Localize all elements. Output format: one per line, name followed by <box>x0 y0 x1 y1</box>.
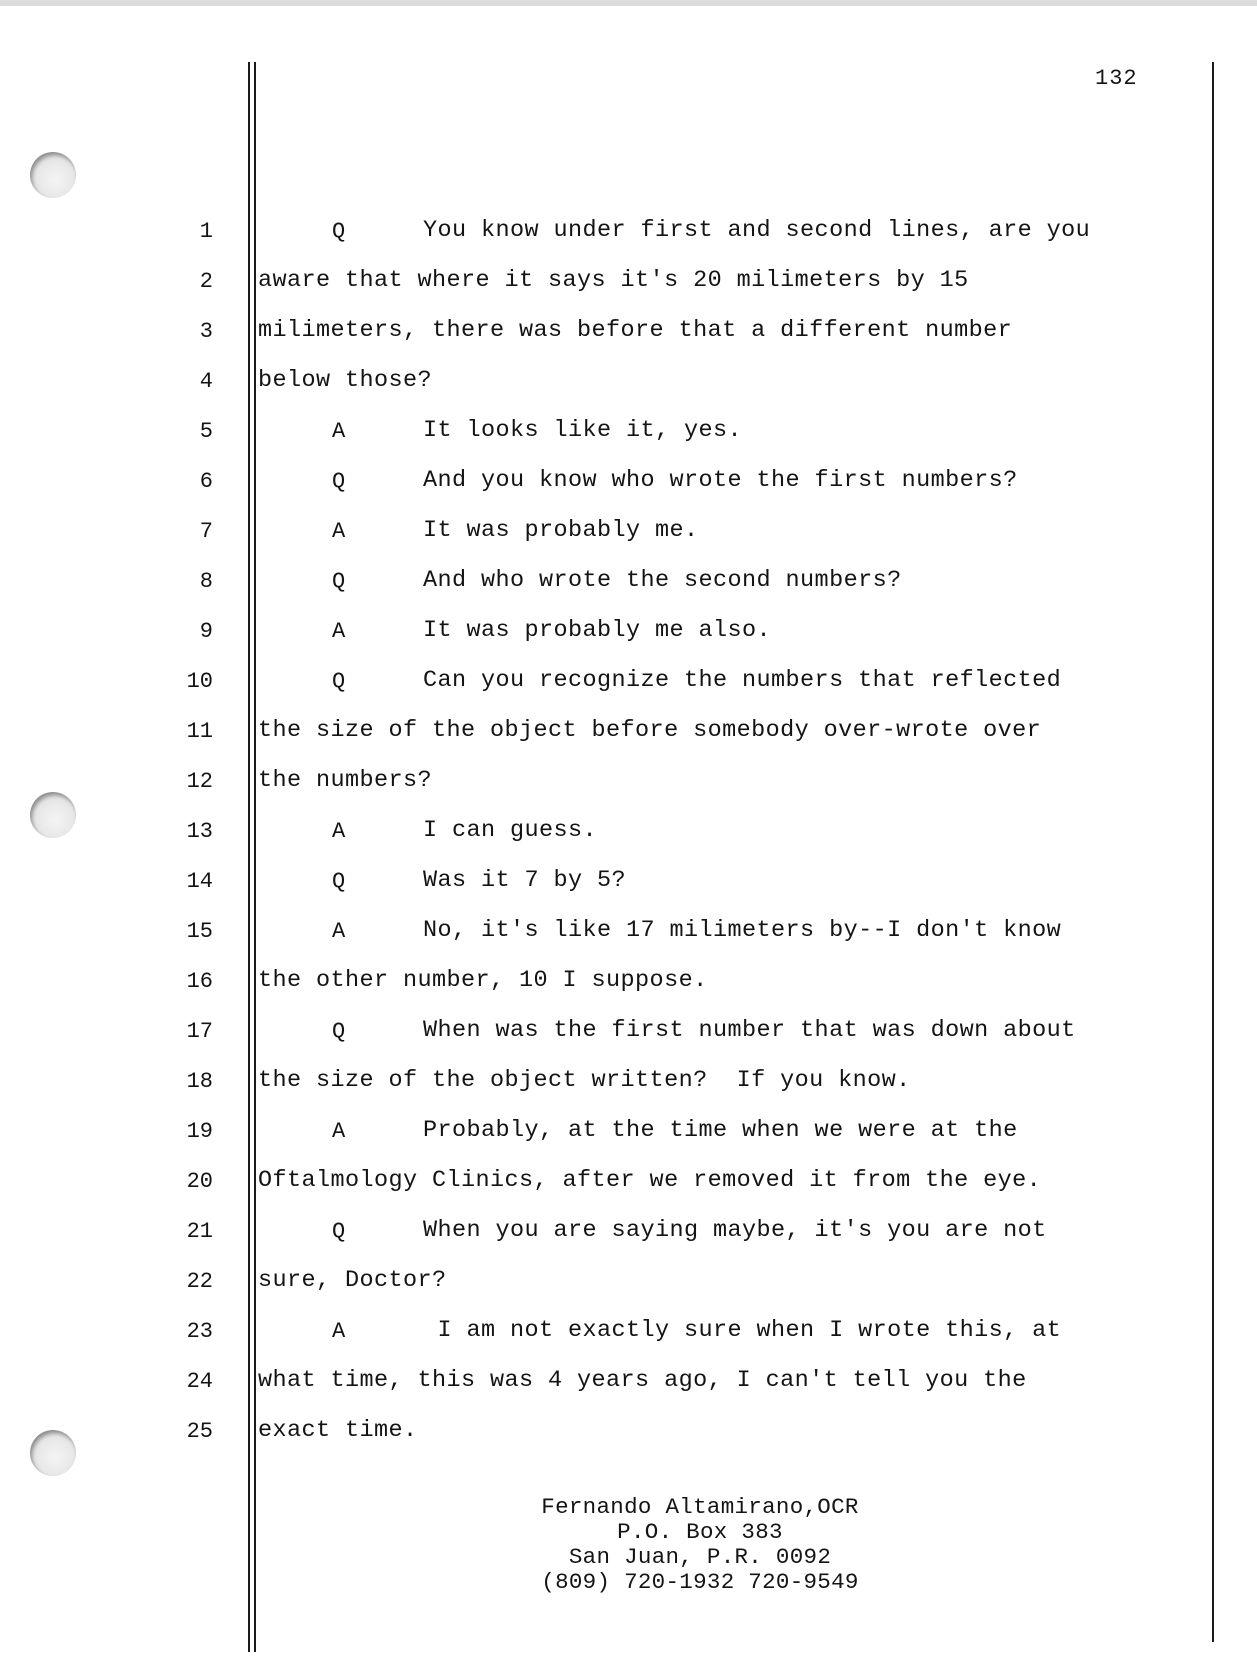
speaker-label: A <box>332 1319 346 1344</box>
transcript-line-text: the size of the object written? If you know. <box>258 1067 911 1094</box>
transcript-line-text: Probably, at the time when we were at the <box>423 1117 1018 1144</box>
speaker-label: Q <box>332 1019 346 1044</box>
binder-hole-middle <box>30 792 76 838</box>
reporter-address-line-1: P.O. Box 383 <box>617 1519 783 1545</box>
line-number: 16 <box>186 969 213 994</box>
reporter-name: Fernando Altamirano,OCR <box>541 1494 859 1520</box>
speaker-label: A <box>332 519 346 544</box>
reporter-address-line-2: San Juan, P.R. 0092 <box>568 1544 832 1570</box>
speaker-label: A <box>332 1119 346 1144</box>
page-top-edge <box>0 0 1257 6</box>
line-number: 21 <box>186 1219 213 1244</box>
line-number: 1 <box>199 219 213 244</box>
speaker-label: A <box>332 419 346 444</box>
reporter-footer <box>480 1495 920 1595</box>
transcript-line-text: And who wrote the second numbers? <box>423 567 902 594</box>
transcript-line-text: It was probably me. <box>423 517 699 544</box>
line-number: 20 <box>186 1169 213 1194</box>
speaker-label: A <box>332 619 346 644</box>
speaker-label: Q <box>332 219 346 244</box>
speaker-label: Q <box>332 569 346 594</box>
speaker-label: Q <box>332 469 346 494</box>
transcript-line-text: Oftalmology Clinics, after we removed it from the eye. <box>258 1167 1042 1194</box>
line-number: 3 <box>199 319 213 344</box>
transcript-line-text: No, it's like 17 milimeters by--I don't know <box>423 917 1062 944</box>
speaker-label: Q <box>332 669 346 694</box>
right-margin-line <box>1212 62 1214 1642</box>
transcript-line-text: milimeters, there was before that a different number <box>258 317 1013 344</box>
left-margin-line-inner <box>254 62 256 1652</box>
transcript-line-text: what time, this was 4 years ago, I can't tell you the <box>258 1367 1027 1394</box>
transcript-line-text: exact time. <box>258 1417 418 1444</box>
line-number: 17 <box>186 1019 213 1044</box>
transcript-line-text: below those? <box>258 367 433 394</box>
transcript-line-text: Can you recognize the numbers that reflected <box>423 667 1062 694</box>
speaker-label: A <box>332 819 346 844</box>
page-number: 132 <box>1095 66 1138 91</box>
line-number: 10 <box>186 669 213 694</box>
line-number: 8 <box>199 569 213 594</box>
reporter-phone: (809) 720-1932 720-9549 <box>541 1569 859 1595</box>
transcript-line-text: It looks like it, yes. <box>423 417 743 444</box>
line-number: 11 <box>186 719 213 744</box>
transcript-line-text: It was probably me also. <box>423 617 772 644</box>
line-number: 13 <box>186 819 213 844</box>
line-number: 4 <box>199 369 213 394</box>
transcript-line-text: the numbers? <box>258 767 433 794</box>
speaker-label: Q <box>332 869 346 894</box>
transcript-line-text: sure, Doctor? <box>258 1267 447 1294</box>
binder-hole-top <box>30 152 76 198</box>
transcript-line-text: the other number, 10 I suppose. <box>258 967 708 994</box>
transcript-line-text: Was it 7 by 5? <box>423 867 627 894</box>
line-number: 9 <box>199 619 213 644</box>
transcript-line-text: When was the first number that was down about <box>423 1017 1076 1044</box>
line-number: 22 <box>186 1269 213 1294</box>
line-number: 24 <box>186 1369 213 1394</box>
line-number: 19 <box>186 1119 213 1144</box>
line-number: 2 <box>199 269 213 294</box>
transcript-line-text: the size of the object before somebody over-wrote over <box>258 717 1042 744</box>
line-number: 15 <box>186 919 213 944</box>
transcript-line-text: And you know who wrote the first numbers? <box>423 467 1018 494</box>
left-margin-line-outer <box>248 62 250 1652</box>
line-number: 7 <box>199 519 213 544</box>
transcript-line-text: aware that where it says it's 20 milimeters by 15 <box>258 267 969 294</box>
transcript-line-text: I can guess. <box>423 817 598 844</box>
speaker-label: Q <box>332 1219 346 1244</box>
line-number: 5 <box>199 419 213 444</box>
line-number: 25 <box>186 1419 213 1444</box>
transcript-line-text: When you are saying maybe, it's you are not <box>423 1217 1047 1244</box>
transcript-line-text: I am not exactly sure when I wrote this, at <box>423 1317 1062 1344</box>
line-number: 12 <box>186 769 213 794</box>
line-number: 6 <box>199 469 213 494</box>
transcript-line-text: You know under first and second lines, are you <box>423 217 1091 244</box>
line-number: 18 <box>186 1069 213 1094</box>
line-number: 14 <box>186 869 213 894</box>
line-number: 23 <box>186 1319 213 1344</box>
speaker-label: A <box>332 919 346 944</box>
binder-hole-bottom <box>30 1430 76 1476</box>
